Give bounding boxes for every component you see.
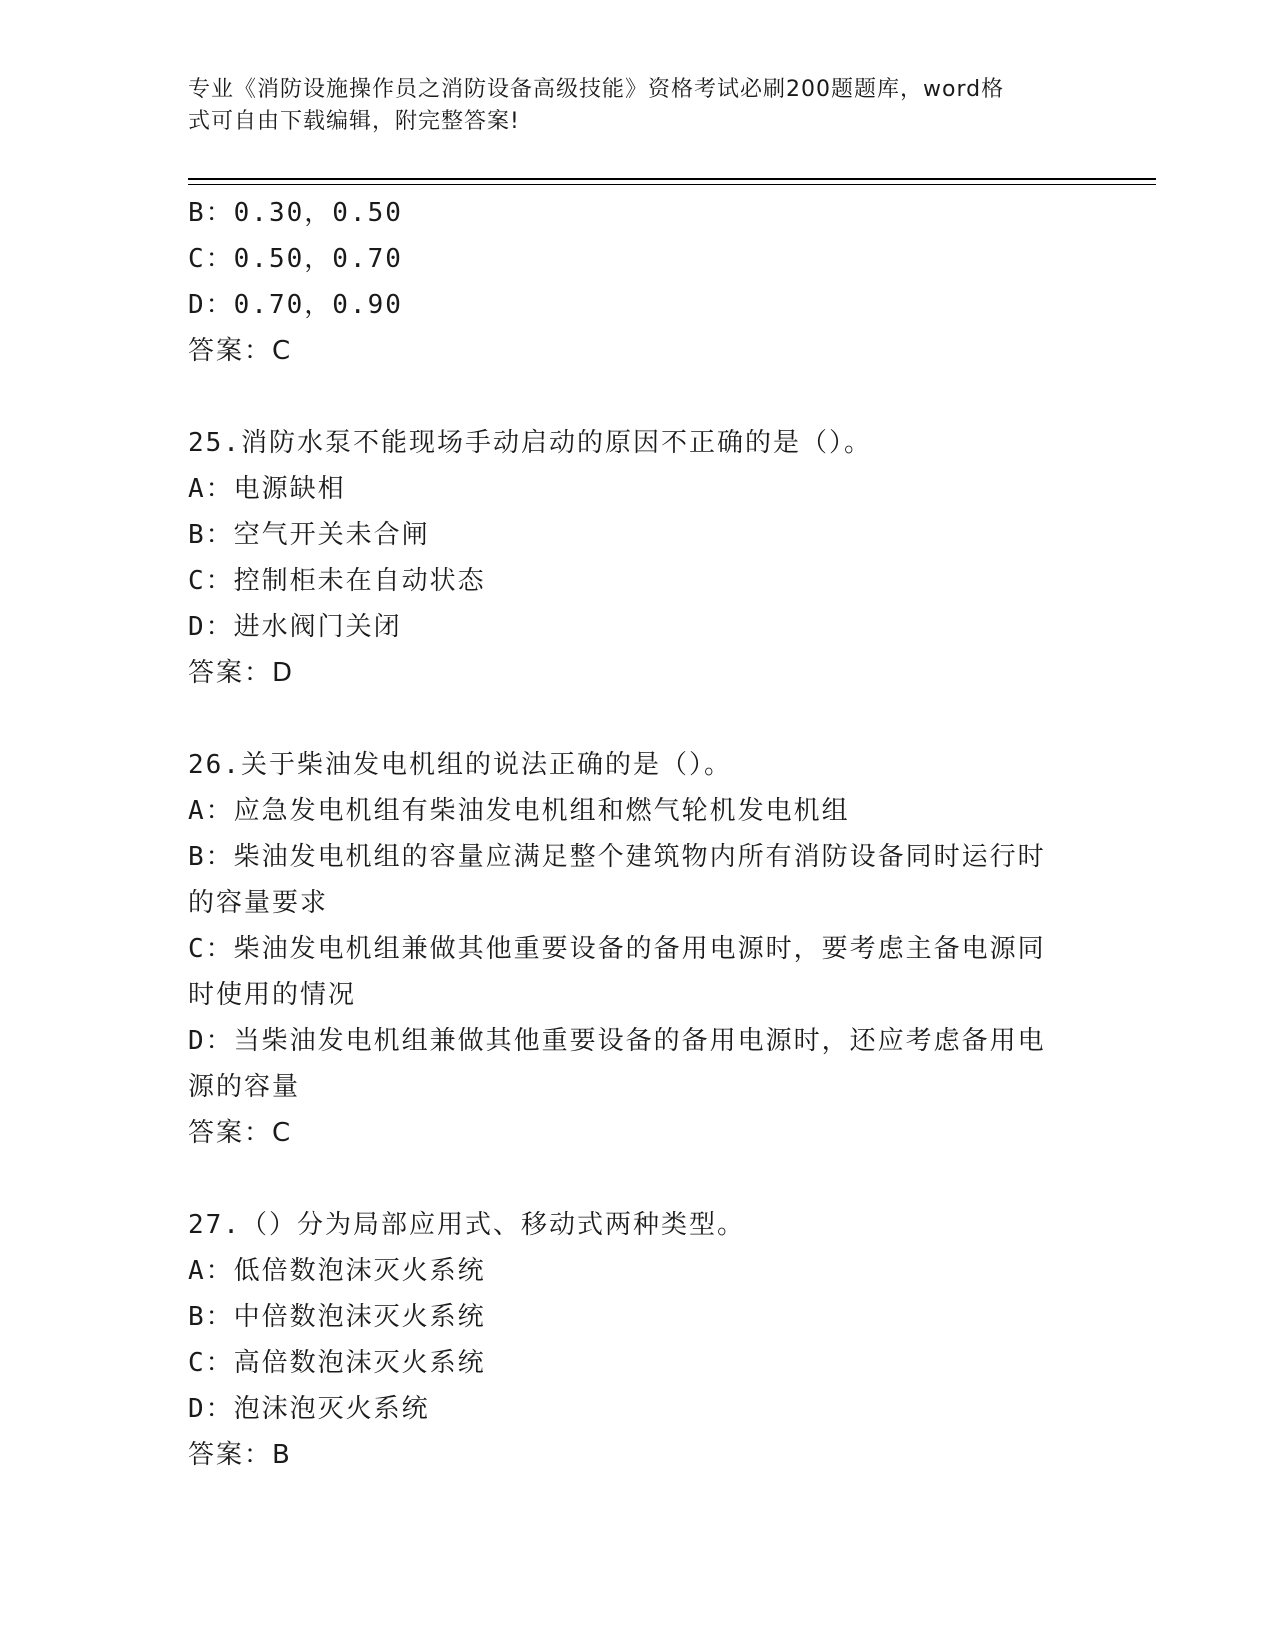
option-b: B：柴油发电机组的容量应满足整个建筑物内所有消防设备同时运行时 [188, 842, 1046, 872]
answer-line: 答案：C [188, 336, 293, 366]
answer-line: 答案：B [188, 1440, 292, 1470]
page-header [188, 74, 1078, 138]
option-b-continued: 的容量要求 [188, 888, 329, 918]
header-line-2: 式可自由下载编辑，附完整答案! [188, 109, 520, 134]
question-stem: 26.关于柴油发电机组的说法正确的是（）。 [188, 750, 732, 780]
question-25 [188, 420, 1088, 696]
answer-line: 答案：D [188, 658, 295, 688]
prev-question [188, 190, 1088, 374]
option-d-continued: 源的容量 [188, 1072, 301, 1102]
option-c: C：高倍数泡沫灭火系统 [188, 1348, 486, 1378]
option-d: D：泡沫泡灭火系统 [188, 1394, 430, 1424]
option-a: A：应急发电机组有柴油发电机组和燃气轮机发电机组 [188, 796, 850, 826]
question-stem: 25.消防水泵不能现场手动启动的原因不正确的是（）。 [188, 428, 872, 458]
option-d: D：进水阀门关闭 [188, 612, 402, 642]
question-26 [188, 742, 1088, 1156]
answer-line: 答案：C [188, 1118, 293, 1148]
question-content [188, 190, 1088, 1478]
option-c: C：控制柜未在自动状态 [188, 566, 486, 596]
option-a: A：电源缺相 [188, 474, 346, 504]
option-c-continued: 时使用的情况 [188, 980, 357, 1010]
option-c: C：0.50，0.70 [188, 244, 403, 274]
option-a: A：低倍数泡沫灭火系统 [188, 1256, 486, 1286]
option-b: B：空气开关未合闸 [188, 520, 430, 550]
header-line-1: 专业《消防设施操作员之消防设备高级技能》资格考试必刷200题题库，word格 [188, 77, 1005, 102]
question-27 [188, 1202, 1088, 1478]
option-d: D：当柴油发电机组兼做其他重要设备的备用电源时，还应考虑备用电 [188, 1026, 1046, 1056]
option-c: C：柴油发电机组兼做其他重要设备的备用电源时，要考虑主备电源同 [188, 934, 1046, 964]
question-stem: 27.（）分为局部应用式、移动式两种类型。 [188, 1210, 745, 1240]
header-rule-thin [188, 184, 1156, 185]
option-b: B：0.30，0.50 [188, 198, 403, 228]
header-rule-thick [188, 178, 1156, 180]
option-d: D：0.70，0.90 [188, 290, 403, 320]
option-b: B：中倍数泡沫灭火系统 [188, 1302, 486, 1332]
